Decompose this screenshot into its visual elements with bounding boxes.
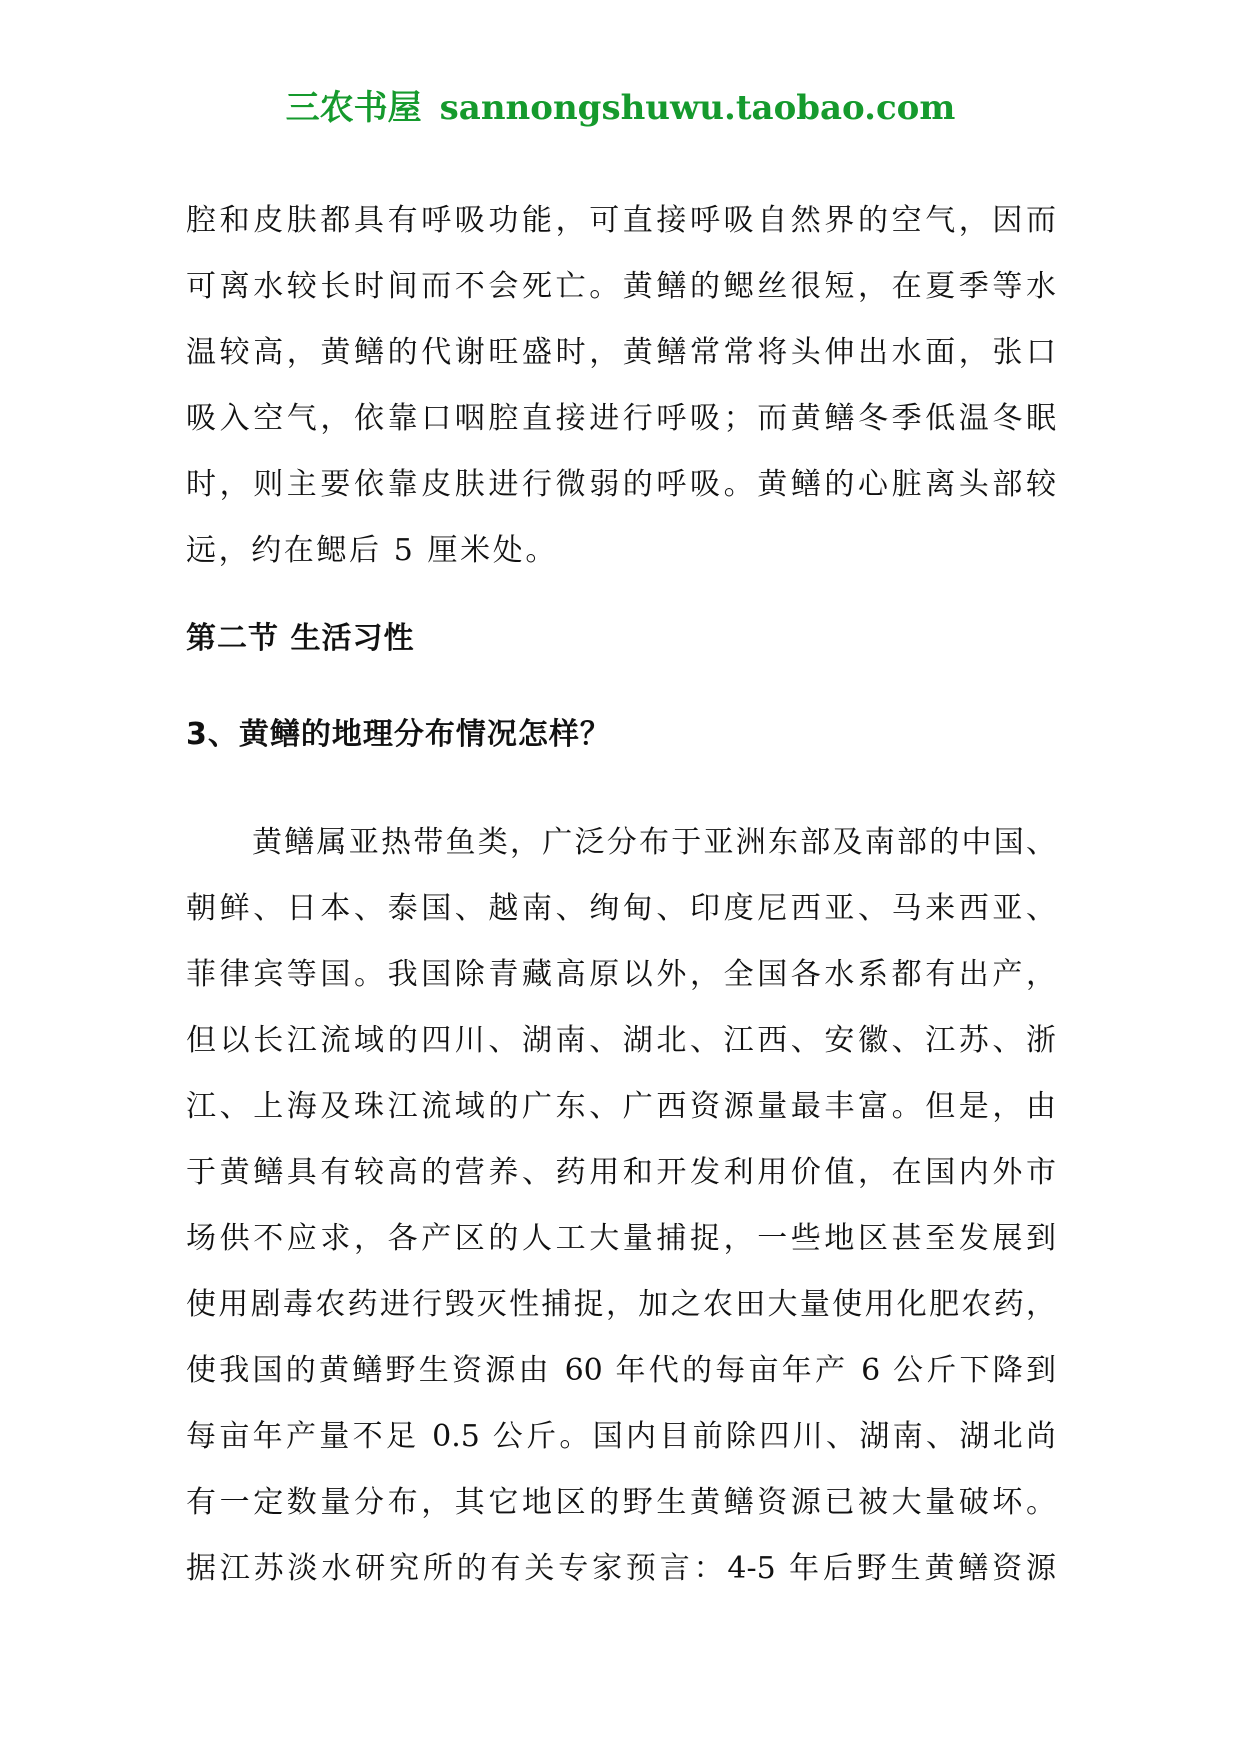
section-heading: 第二节 生活习性 xyxy=(186,621,415,656)
text-line: 温较高，黄鳝的代谢旺盛时，黄鳝常常将头伸出水面，张口 xyxy=(186,335,1056,370)
text-line: 但以长江流域的四川、湖南、湖北、江西、安徽、江苏、浙 xyxy=(186,1023,1056,1058)
text-line: 使用剧毒农药进行毁灭性捕捉，加之农田大量使用化肥农药， xyxy=(186,1287,1056,1322)
text-line: 场供不应求，各产区的人工大量捕捉，一些地区甚至发展到 xyxy=(186,1221,1056,1256)
text-line: 腔和皮肤都具有呼吸功能，可直接呼吸自然界的空气，因而 xyxy=(186,203,1056,238)
shop-url: sannongshuwu.taobao.com xyxy=(439,88,956,128)
page-header xyxy=(0,86,1241,130)
text-line: 朝鲜、日本、泰国、越南、绚甸、印度尼西亚、马来西亚、 xyxy=(186,891,1056,926)
text-line: 据江苏淡水研究所的有关专家预言：4-5 年后野生黄鳝资源 xyxy=(186,1551,1056,1586)
paragraph-2 xyxy=(186,810,1056,1602)
text-line: 江、上海及珠江流域的广东、广西资源量最丰富。但是，由 xyxy=(186,1089,1056,1124)
text-line: 于黄鳝具有较高的营养、药用和开发利用价值，在国内外市 xyxy=(186,1155,1056,1190)
text-line: 菲律宾等国。我国除青藏高原以外，全国各水系都有出产， xyxy=(186,957,1056,992)
paragraph-1 xyxy=(186,188,1056,584)
text-line: 吸入空气，依靠口咽腔直接进行呼吸；而黄鳝冬季低温冬眠 xyxy=(186,401,1056,436)
text-line: 使我国的黄鳝野生资源由 60 年代的每亩年产 6 公斤下降到 xyxy=(186,1353,1056,1388)
text-line: 远，约在鳃后 5 厘米处。 xyxy=(186,533,558,568)
document-body xyxy=(186,188,1056,1602)
text-line: 黄鳝属亚热带鱼类，广泛分布于亚洲东部及南部的中国、 xyxy=(252,825,1056,860)
text-line: 时，则主要依靠皮肤进行微弱的呼吸。黄鳝的心脏离头部较 xyxy=(186,467,1056,502)
text-line: 每亩年产量不足 0.5 公斤。国内目前除四川、湖南、湖北尚 xyxy=(186,1419,1056,1454)
text-line: 可离水较长时间而不会死亡。黄鳝的鳃丝很短，在夏季等水 xyxy=(186,269,1056,304)
text-line: 有一定数量分布，其它地区的野生黄鳝资源已被大量破坏。 xyxy=(186,1485,1056,1520)
shop-name: 三农书屋 xyxy=(285,88,422,128)
question-heading: 3、黄鳝的地理分布情况怎样？ xyxy=(186,717,611,752)
